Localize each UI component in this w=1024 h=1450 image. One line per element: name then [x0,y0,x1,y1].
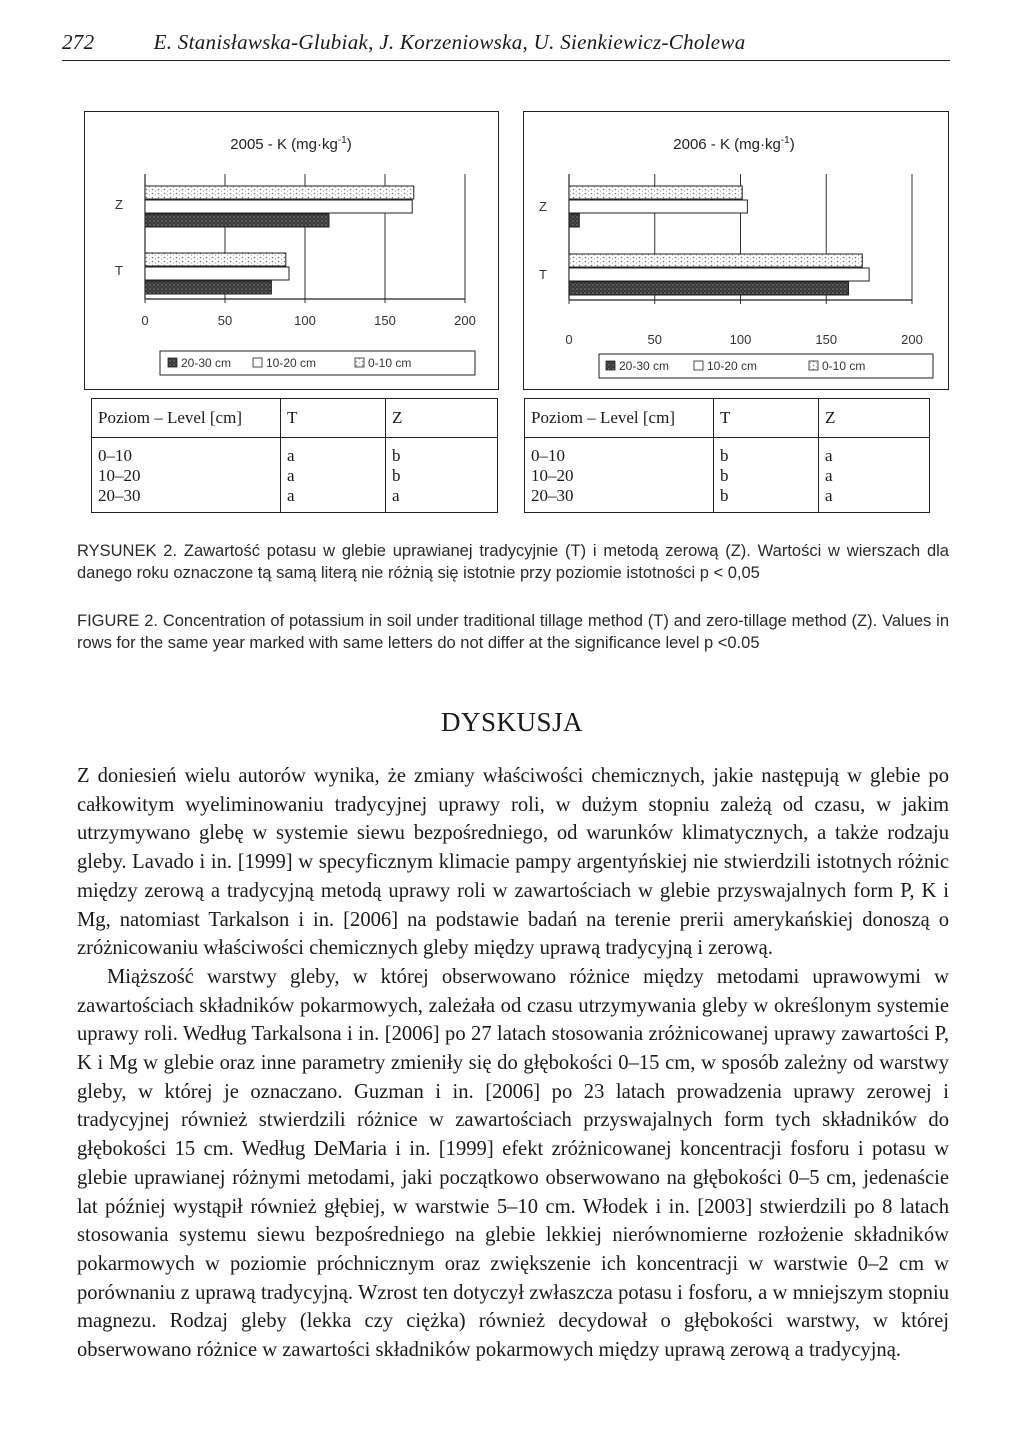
chart-2005 [84,111,499,390]
legend-label-20-30: 20-30 cm [619,359,670,373]
bar-t-20-30cm [145,281,271,294]
x-tick-label: 50 [217,313,233,328]
significance-table-2006 [524,398,930,513]
x-tick-label: 200 [454,313,476,328]
page-number: 272 [62,30,95,54]
chart-title: 2005 - K $(mg\cdot kg^{-1})$ [230,135,352,153]
x-tick-label: 100 [294,313,316,328]
figure-caption-polish [77,540,949,584]
table-cell: 10–20 [98,466,141,485]
caption-label-english: FIGURE 2. [77,612,158,630]
table-col-t [281,438,386,513]
legend-swatch-0-10 [809,361,818,370]
table-cell: a [287,466,295,485]
caption-label-polish: RYSUNEK 2. [77,542,178,560]
plot-area [115,174,476,328]
legend-swatch-20-30 [168,358,177,367]
bar-z-20-30cm [569,214,579,227]
table-col-z [386,438,498,513]
x-tick-label: 200 [901,332,923,347]
caption-text-polish: Zawartość potasu w glebie uprawianej tradycyjnie (T) i metodą zerową (Z). Wartości w wierszach dla danego roku oznaczone tą samą literą nie różnią się istotnie przy poziomie istotności p < 0,05 [77,542,949,582]
table-cell: 0–10 [98,446,132,465]
x-tick-label: 0 [141,313,149,328]
table-header-z: Z [386,399,498,438]
bar-t-10-20cm [569,268,869,281]
paragraph: Z doniesień wielu autorów wynika, że zmiany właściwości chemicznych, jakie następują w glebie po całkowitym wyeliminowaniu tradycyjnej uprawy roli, w dużym stopniu zależą od czasu, w jakim utrzymywano glebę w systemie siewu bezpośredniego, od warunków klimatycznych, a także rodzaju gleby. Lavado i in. [1999] w specyficznym klimacie pampy argentyńskiej nie stwierdzili istotnych różnic między zerową a tradycyjną metodą uprawy roli w zawartościach w glebie przyswajalnych form P, K i Mg, natomiast Tarkalson i in. [2006] na podstawie badań na terenie prerii amerykańskiej donoszą o zróżnicowaniu właściwości chemicznych gleby między uprawą tradycyjną i zerową. [77,765,949,960]
legend-swatch-10-20 [253,358,262,367]
table-cell: a [825,466,833,485]
table-header-t: T [714,399,819,438]
bar-z-0-10cm [569,186,742,199]
legend-label-10-20: 10-20 cm [266,356,317,370]
table-cell: b [392,466,401,485]
table-cell: 0–10 [531,446,565,465]
table-header-level: Poziom – Level [cm] [525,399,714,438]
running-header [62,30,950,61]
table-cell: a [825,486,833,505]
table-cell: a [825,446,833,465]
table-cell: b [720,486,729,505]
y-category-label: Z [539,199,547,214]
legend-label-0-10: 0-10 cm [822,359,866,373]
body-text [77,762,949,1365]
bar-z-10-20cm [569,200,747,213]
running-authors: E. Stanisławska-Glubiak, J. Korzeniowska, U. Sienkiewicz-Cholewa [153,30,746,54]
bar-t-10-20cm [145,267,289,280]
plot-area [539,174,923,347]
y-category-label: T [115,263,123,278]
table-cell: 20–30 [531,486,574,505]
chart-legend [599,354,933,378]
table-cell: 10–20 [531,466,574,485]
table-cell: 20–30 [98,486,141,505]
bar-t-20-30cm [569,282,849,295]
x-tick-label: 150 [815,332,838,347]
table-cell: b [392,446,401,465]
section-title: DYSKUSJA [440,707,584,737]
table-header-t: T [281,399,386,438]
significance-table-2005 [91,398,498,513]
legend-label-0-10: 0-10 cm [368,356,412,370]
legend-label-10-20: 10-20 cm [707,359,758,373]
bar-z-10-20cm [145,200,412,213]
x-tick-label: 150 [374,313,396,328]
table-cell: b [720,446,729,465]
chart-2006 [523,111,949,390]
chart-2005-svg [85,112,498,389]
table-col-level [525,438,714,513]
bar-z-20-30cm [145,214,329,227]
table-header-level: Poziom – Level [cm] [92,399,281,438]
legend-label-20-30: 20-30 cm [181,356,232,370]
legend-swatch-10-20 [694,361,703,370]
chart-2006-svg [524,112,948,389]
bar-z-0-10cm [145,186,414,199]
chart-title: 2006 - K $(mg\cdot kg^{-1})$ [673,135,795,153]
x-tick-label: 100 [729,332,752,347]
caption-text-english: Concentration of potassium in soil under traditional tillage method (T) and zero-tillage method (Z). Values in rows for the same year marked with same letters do not differ at the significance level p <0.05 [77,612,949,652]
table-cell: b [720,466,729,485]
table-col-level [92,438,281,513]
legend-swatch-0-10 [355,358,364,367]
table-cell: a [392,486,400,505]
y-category-label: T [539,267,547,282]
y-category-label: Z [115,197,123,212]
table-col-z [819,438,930,513]
x-tick-label: 0 [565,332,573,347]
chart-legend [160,351,475,375]
legend-swatch-20-30 [606,361,615,370]
bar-t-0-10cm [569,254,862,267]
paragraph: Miąższość warstwy gleby, w której obserwowano różnice między metodami uprawowymi w zawartościach składników pokarmowych, zależała od czasu utrzymywania gleby w określonym systemie uprawy roli. Według Tarkalsona i in. [2006] po 27 latach stosowania zróżnicowanej uprawy zawartości P, K i Mg w glebie oraz inne parametry zmieniły się do głębokości 0–15 cm, w sposób zależny od warstwy gleby, w której je oznaczano. Guzman i in. [2006] po 23 latach prowadzenia uprawy zerowej i tradycyjnej również stwierdzili różnice w zawartościach przyswajalnych form tych składników do głębokości 15 cm. Według DeMaria i in. [1999] efekt zróżnicowanej koncentracji fosforu i potasu w glebie uprawianej różnymi metodami, jaki początkowo obserwowano na głębokości 0–5 cm, jedenaście lat później wystąpił również głębiej, w warstwie 5–10 cm. Włodek i in. [2003] stwierdzili po 8 latach stosowania systemu siewu bezpośredniego na glebie lekkiej nierównomierne rozłożenie składników pokarmowych w poziomie próchnicznym oraz zwiększenie ich koncentracji w warstwie 0–2 cm w porównaniu z uprawą tradycyjną. Wzrost ten dotyczył zwłaszcza potasu i fosforu, a w mniejszym stopniu magnezu. Rodzaj gleby (lekka czy ciężka) również decydował o głębokości warstwy, w której obserwowano różnice w zawartości składników pokarmowych między uprawą zerową a tradycyjną. [77,965,949,1362]
x-tick-label: 50 [647,332,662,347]
table-cell: a [287,486,295,505]
figure-caption-english [77,610,949,654]
bar-t-0-10cm [145,253,286,266]
table-header-z: Z [819,399,930,438]
table-cell: a [287,446,295,465]
table-col-t [714,438,819,513]
